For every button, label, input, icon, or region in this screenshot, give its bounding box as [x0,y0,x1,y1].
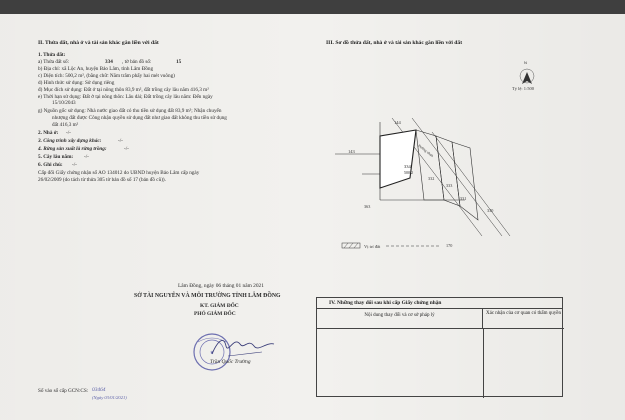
map-scale: Tỷ lệ: 1:500 [512,86,534,91]
deputy-director: PHÓ GIÁM ĐỐC [194,311,236,317]
label-331: 331 [460,196,467,201]
column-header-content: Nội dung thay đổi và cơ sở pháp lý [317,309,483,329]
item-parcel-heading: 1. Thửa đất: [38,52,66,58]
signer-name: Trần Quốc Trường [210,359,251,365]
background-band [0,0,625,14]
column-divider [483,329,484,398]
note-text-1: Cấp đổi Giấy chứng nhận số AO 134012 do UBND huyện Bảo Lâm cấp ngày [38,170,200,176]
address-line: b) Địa chỉ: xã Lộc An, huyện Bảo Lâm, tỉnh Lâm Đồng [38,66,154,72]
place-date: Lâm Đồng, ngày 06 tháng 01 năm 2021 [178,283,264,289]
svg-text:★: ★ [209,350,215,356]
label-363: 363 [364,204,371,209]
construction-value: -/- [118,138,123,144]
notes-label: 6. Ghi chú: [38,162,63,168]
perennial-value: -/- [84,154,89,160]
label-road: Đường nhựa [417,143,435,158]
section-iii-heading: III. Sơ đồ thửa đất, nhà ở và tài sản khác gắn liền với đất [326,40,463,46]
area-line: c) Diện tích: 500,2 m², (bằng chữ: Năm trăm phẩy hai mét vuông) [38,73,175,79]
note-text-2: 26/02/2009 (do tách từ thửa 305 tờ bản đồ số 17 (bản đồ cũ)). [38,177,166,183]
for-director: KT. GIÁM ĐỐC [200,303,239,309]
label-332: 332 [428,176,435,181]
map-sheet-label: , tờ bản đồ số: [122,59,152,65]
north-arrow-icon [520,60,534,84]
certificate-page [0,14,625,420]
origin-line-3: đất 416,3 m² [52,122,79,128]
origin-line-2: nhượng đất được Công nhận quyền sử dụng đất như giao đất không thu tiền sử dụng [52,115,227,121]
label-333: 333 [446,183,453,188]
forest-label: 4. Rừng sản xuất là rừng trồng: [38,146,107,152]
house-value: -/- [66,130,71,136]
forest-value: -/- [124,146,129,152]
label-170: 170 [446,243,453,248]
label-144: 144 [394,120,401,125]
construction-label: 3. Công trình xây dựng khác: [38,138,102,144]
term-line: e) Thời hạn sử dụng: Đất ở tại nông thôn: Lâu dài; Đất trồng cây lâu năm: Đến ngày [38,94,213,100]
legend-label: Vị trí đất [364,244,381,249]
parcel-number: 334 [105,59,113,65]
register-label: Số vào sổ cấp GCN:CS: [38,388,89,394]
label-143: 143 [348,149,355,154]
changes-table [316,297,563,397]
purpose-line: đ) Mục đích sử dụng: Đất ở tại nông thôn 83,9 m², đất trồng cây lâu năm 416,3 m² [38,87,209,93]
parcel-map [320,50,590,250]
issuing-organization: SỞ TÀI NGUYÊN VÀ MÔI TRƯỜNG TỈNH LÂM ĐỒNG [134,293,281,299]
section-iv-heading: IV. Những thay đổi sau khi cấp Giấy chứng nhận [317,298,562,309]
notes-value: -/- [72,162,77,168]
house-label: 2. Nhà ở: [38,130,59,136]
term-line-2: 15/10/2043 [52,100,76,106]
register-number: 03464 [92,387,106,393]
section-ii-heading: II. Thửa đất, nhà ở và tài sản khác gắn liền với đất [38,40,159,46]
map-sheet-number: 15 [176,59,182,65]
svg-text:N: N [524,60,527,65]
column-header-confirmation: Xác nhận của cơ quan có thẩm quyền [483,309,564,329]
label-330: 330 [487,208,494,213]
parcel-number-label: a) Thửa đất số: [38,59,70,65]
label-334: 334 [404,164,411,169]
register-handwritten-date: (Ngày 03/01/2021) [92,395,127,400]
label-area: 500,2 [404,170,413,175]
usage-form-line: d) Hình thức sử dụng: Sử dụng riêng [38,80,115,86]
origin-line: g) Nguồn gốc sử dụng: Nhà nước giao đất có thu tiền sử dụng đất 83,9 m²; Nhận chuyển [38,108,222,114]
handwritten-signature [208,332,278,360]
perennial-label: 5. Cây lâu năm: [38,154,74,160]
